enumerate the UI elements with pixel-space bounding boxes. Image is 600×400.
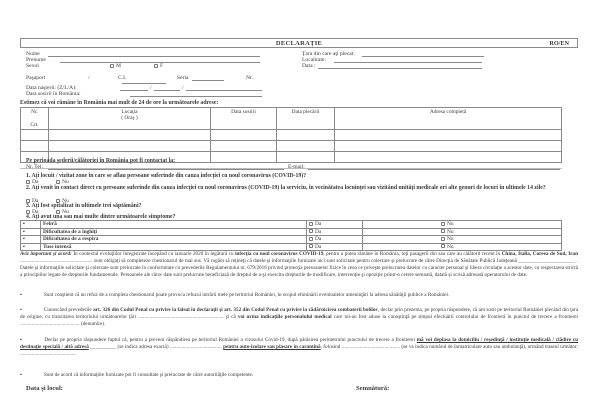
question-2: 2. Aţi venit în contact direct cu persoane suferinde din cauza infecţiei cu noul coronavirus (COVID-19) la serviciu, în vecinătatea locuinţei sau vizitând unităţi medicale ori alte genuri de locuri în ultimele 14 zile?: [26, 185, 546, 191]
table-row: [21, 243, 562, 251]
language-code: RO/EN: [549, 40, 569, 47]
stay-table-intro: Estimez că voi rămâne în România mai mult de 24 de ore la următoarele adrese:: [20, 100, 219, 106]
checkbox-icon: [26, 180, 30, 184]
date-field[interactable]: [318, 68, 482, 69]
contact-intro: Pe perioada şederii/călătoriei în România pot fi contactat la:: [26, 158, 176, 164]
q3-yes[interactable]: Da: [26, 209, 39, 216]
bullet: ▪: [21, 243, 41, 251]
arrival-date-label: Data sosirii în România:: [26, 91, 81, 97]
checkbox-icon: [309, 222, 313, 226]
date-place-label: Data şi locul:: [26, 385, 63, 392]
email-field[interactable]: [308, 169, 560, 170]
notice-paragraph: Aviz important şi acord: În contextul evoluţiilor înregistrate începând cu ianuarie 2020 în legătură cu infecţia cu noul coronavirus COVID-19, pentru a putea rămâne în România, toţi pasagerii din sau care au călătorit recent în China, Italia, Coreea de Sud, Iran ........................................................ sunt obligaţi să completeze chestionarul de mai sus. Vă rugăm să reţineţi că datele şi informaţiile furnizate aici sunt solicitate pentru colectare şi prelucrare de către Direcţia de Sănătate Publică Judeţeană ______________________ . Datele şi informaţiile solicitate şi colectate sunt prelucrate în conformitate cu prevederile Regulamentului nr. 679/2016 privind protecţia persoanelor fizice în ceea ce priveşte prelucrarea datelor cu caracter personal şi libera circulaţie a acestor date, cu respectarea strictă a principiilor legate de drepturile fundamentale. Persoanele ale căror date sunt prelucrate beneficiază de dreptul de a-şi exercita drepturile de modificare, intervenţie şi opoziţie printr-o cerere semnată, datată şi scrisă adresată operatorului de date.: [20, 251, 578, 278]
bullet: ▪: [21, 236, 41, 244]
passport-label: Paşaport: [26, 75, 46, 81]
table-row: [21, 130, 562, 141]
birth-year-field[interactable]: [186, 90, 262, 91]
birth-date-label: Data naşterii: (Z/L/A):: [26, 85, 77, 91]
signature-label: Semnătură:: [356, 385, 390, 392]
page-title: DECLARAȚIE: [275, 40, 323, 47]
phone-label: Nr. Tel:: [26, 164, 43, 170]
number-label: Nr.: [246, 75, 253, 81]
checkbox-icon: [154, 64, 158, 68]
series-label: Seria: [177, 75, 189, 81]
checkbox-icon: [441, 229, 445, 233]
col-arrival: Data sosirii: [211, 108, 277, 130]
col-address: Adresa completă: [335, 108, 562, 130]
arrival-date-field[interactable]: [130, 96, 262, 97]
slash: /: [150, 85, 152, 91]
sex-option-f[interactable]: F: [154, 63, 163, 70]
birth-month-field[interactable]: [154, 90, 180, 91]
checkbox-icon: [309, 237, 313, 241]
sex-label: Sexul: [26, 63, 39, 69]
birth-date-top-line: [122, 83, 166, 84]
symptom-no[interactable]: Nu: [363, 236, 562, 244]
slash: /: [88, 75, 90, 81]
symptom-yes[interactable]: Da: [307, 228, 363, 236]
q2-yes[interactable]: Da: [26, 198, 39, 205]
question-4: 4. Aţi avut una sau mai multe dintre următoarele simptome?: [26, 214, 176, 220]
declaration-form: [20, 0, 578, 400]
checkbox-icon: [441, 222, 445, 226]
origin-country-label: Ţara din care aţi plecat:: [302, 51, 355, 57]
symptom-yes[interactable]: Da: [307, 221, 363, 229]
checkbox-icon: [110, 64, 114, 68]
surname-label: Prenume: [26, 57, 46, 63]
origin-country-field[interactable]: [362, 56, 484, 57]
symptoms-table: [20, 220, 562, 251]
symptom-no[interactable]: Nu: [363, 243, 562, 251]
symptom-name: Tuse intensă: [41, 243, 307, 251]
table-row: [21, 221, 562, 229]
q3-no[interactable]: Nu: [56, 209, 69, 216]
bullet: ▪: [21, 228, 41, 236]
notice-bullet-2: ▪ Cunoscând prevederile art. 326 din Codul Penal cu privire la falsul în declaraţii şi art. 352 din Codul Penal cu privire la zădărnicirea combaterii bolilor, declar prin prezenta, pe propria răspundere, că am sosit pe teritoriul României plecând din ţara de origine, cu tranzitarea teritoriului următoarelor ţări .................................................................. şi că voi urma indicaţiile personalului medical care mi-au fost aduse la cunoştinţă pe timpul efectuării controlului de frontieră în punctul de trecere a frontierei .............................................. (denumire).: [20, 307, 578, 327]
notice-bullet-1: ▪ Sunt conştient că un refuz de a completa chestionarul poate provoca refuzul intrării mele pe teritoriul României, în scopul eliminării eventualelor ameninţări la adresa sănătăţii publice a României.: [20, 292, 450, 298]
notice-bullet-4: ▪ Sunt de acord că informaţiile furnizate pot fi consultate şi prelucrate de către autorităţile competente.: [20, 372, 254, 378]
sex-option-m[interactable]: M: [110, 63, 121, 70]
date-label: Data :: [302, 63, 316, 69]
name-label: Nume: [26, 51, 40, 57]
symptom-name: Dificultatea de a respira: [41, 236, 307, 244]
symptom-yes[interactable]: Da: [307, 236, 363, 244]
bullet: ▪: [21, 221, 41, 229]
checkbox-icon: [56, 180, 60, 184]
col-departure: Data plecării: [277, 108, 335, 130]
table-row: [21, 141, 562, 152]
checkbox-icon: [309, 244, 313, 248]
slash: /: [182, 85, 184, 91]
series-field[interactable]: [192, 80, 224, 81]
birth-day-field[interactable]: [120, 90, 148, 91]
table-row: [21, 228, 562, 236]
phone-field[interactable]: [48, 169, 284, 170]
q2-no[interactable]: Nu: [56, 198, 69, 205]
question-1: 1. Aţi locuit / vizitat zone în care se aflau persoane suferinde din cauza infecţiei cu noul coronavirus (COVID-19)?: [26, 173, 307, 179]
name-field[interactable]: [48, 56, 260, 57]
email-label: E-mail:: [288, 164, 305, 170]
divider: [20, 168, 562, 169]
q1-no[interactable]: Nu: [56, 179, 69, 186]
checkbox-icon: [309, 229, 313, 233]
title-bar: [20, 38, 578, 48]
locality-label: Localitate:: [302, 57, 326, 63]
symptom-no[interactable]: Nu: [363, 228, 562, 236]
col-location: Locaţia ( Oraş ): [49, 108, 211, 130]
symptom-name: Febră: [41, 221, 307, 229]
col-nr: Nr. Crt.: [21, 108, 49, 130]
symptom-no[interactable]: Nu: [363, 221, 562, 229]
locality-field[interactable]: [334, 62, 482, 63]
id-card-label: C.I.: [118, 75, 127, 81]
notice-bullet-3: ▪ Declar pe propria răspundere faptul că, pentru a preveni răspândirea pe teritoriul României a virusului Covid-19, după părăsirea perimetrului punctului de trecere a frontierei mă voi deplasa la domiciliu / reşedinţă / instituţie medicală / clădire cu destinaţie specială / altă adresă __________ (se indica adresa exactă) ........................................ pentru auto-izolare sau plasare în carantină, folosind ............................................. (se va indica numărul de înmatriculare auto sau ambulanţă), urmând traseul următor: ...........................................: [20, 337, 578, 357]
table-row: [21, 236, 562, 244]
symptom-name: Dificultatea de a înghiţi: [41, 228, 307, 236]
q1-yes[interactable]: Da: [26, 179, 39, 186]
symptom-yes[interactable]: Da: [307, 243, 363, 251]
question-3: 3. Aţi fost spitalizat în ultimele trei săptămâni?: [26, 203, 142, 209]
stay-table: [20, 107, 562, 163]
checkbox-icon: [441, 237, 445, 241]
checkbox-icon: [441, 244, 445, 248]
